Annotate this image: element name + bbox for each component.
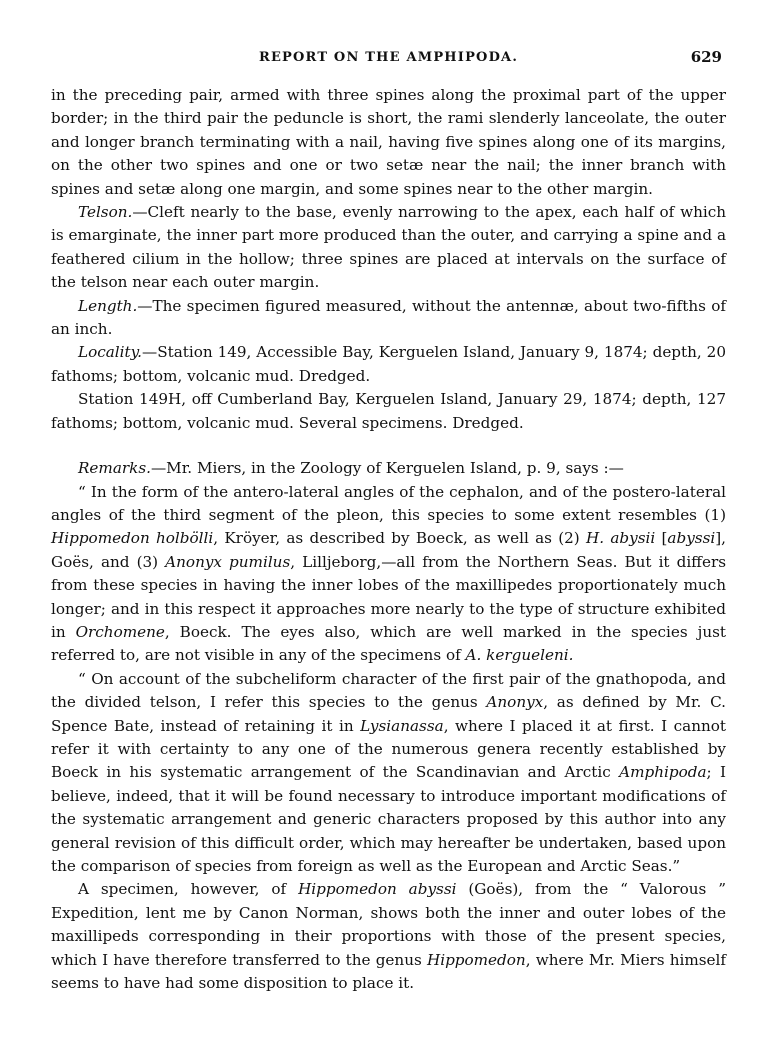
body-span: (Goës), from the “ Valorous ” Expedition, lent me by Canon Norman, shows both the inner and outer lobes of the maxillipeds corresponding in their proportions with those of the present species, which I have therefore transferred to the genus [51, 880, 726, 969]
species-name: Hippomedon holbölli [51, 529, 214, 548]
body-span: , where Mr. Miers himself seems to have had some disposition to place it. [51, 950, 727, 993]
order-name: Amphipoda [619, 763, 707, 782]
body-text [51, 84, 726, 995]
length-text: —The specimen figured measured, without the antennæ, about two-fifths of an inch. [51, 296, 726, 339]
quote-text: “ On account of the subcheliform character of the first pair of the gnathopoda, and the divided telson, I refer this species to the genus [51, 669, 726, 712]
section-gap [51, 435, 726, 457]
paragraph-telson [51, 201, 726, 295]
remarks-label: Remarks. [78, 459, 151, 478]
genus-name: Lysianassa [360, 716, 444, 735]
quote-text: , Boeck. The eyes also, which are well marked in the species just referred to, are not visible in any of the specimens of [51, 622, 727, 665]
paragraph-final [51, 878, 726, 995]
quote-text: , where I placed it at first. I cannot refer it with certainty to any one of the numerous genera recently established by Boeck in his systematic arrangement of the Scandinavian and Arctic [51, 716, 727, 782]
quote-text: ], Goës, and (3) [51, 529, 726, 571]
page-header [51, 44, 726, 76]
species-name: Anonyx pumilus [165, 552, 291, 571]
length-label: Length. [78, 296, 138, 315]
telson-label: Telson. [78, 203, 133, 222]
running-head: REPORT ON THE AMPHIPODA. [258, 50, 519, 65]
paragraph-length [51, 295, 726, 342]
quote-text: ; I believe, indeed, that it will be found necessary to introduce important modifications of the systematic arrangement and generic characters proposed by this author into any general revision of this difficult order, which may hereafter be undertaken, based upon the comparison of species from foreign as well as the European and Arctic Seas.” [51, 763, 726, 875]
quote-text: [ [655, 529, 668, 548]
body-span: A specimen, however, of [78, 880, 299, 899]
genus-name: Hippomedon [426, 950, 526, 969]
quote-text: “ In the form of the antero-lateral angles of the cephalon, and of the postero-lateral angles of the third segment of the pleon, this species to some extent resembles (1) [51, 482, 726, 524]
paragraph-station: Station 149H, off Cumberland Bay, Kerguelen Island, January 29, 1874; depth, 127 fathoms; bottom, volcanic mud. Several specimens. Dredged. [51, 390, 726, 432]
locality-text: —Station 149, Accessible Bay, Kerguelen Island, January 9, 1874; depth, 20 fathoms; bottom, volcanic mud. Dredged. [51, 343, 726, 385]
species-name: A. kergueleni. [465, 646, 574, 665]
quote-text: , Lilljeborg,—all from the Northern Seas. But it differs from these species in having the inner lobes of the maxillipedes proportionately much longer; and in this respect it approaches more nearly to the type of structure exhibited in [51, 552, 727, 641]
page-number: 629 [690, 48, 722, 66]
remarks-text: —Mr. Miers, in the Zoology of Kerguelen Island, p. 9, says :— [150, 459, 624, 478]
paragraph-locality [51, 341, 726, 388]
genus-name: Anonyx [486, 693, 544, 712]
genus-name: Orchomene [75, 622, 165, 641]
telson-text: —Cleft nearly to the base, evenly narrowing to the apex, each half of which is emarginate, the inner part more produced than the outer, and carrying a spine and a feathered cilium in the hollow; three spines are placed at intervals on the surface of the telson near each outer margin. [51, 203, 726, 292]
quote-text: , as defined by Mr. C. Spence Bate, instead of retaining it in [51, 693, 726, 735]
locality-label: Locality. [78, 343, 142, 362]
quote-text: , Kröyer, as described by Boeck, as well as (2) [213, 529, 586, 548]
paragraph-remarks [51, 457, 726, 480]
species-name: Hippomedon abyssi [298, 880, 457, 899]
paragraph-continuation: in the preceding pair, armed with three spines along the proximal part of the upper border; in the third pair the peduncle is short, the rami slenderly lanceolate, the outer and longer branch terminating with a nail, having five spines along one of its margins, on the other two spines and one or two setæ near the nail; the inner branch with spines and setæ along one margin, and some spines near to the other margin. [51, 86, 726, 198]
quote-paragraph-1 [51, 481, 726, 668]
species-name: abyssi [667, 529, 716, 548]
species-name: H. abysii [586, 529, 656, 548]
quote-paragraph-2 [51, 668, 726, 879]
